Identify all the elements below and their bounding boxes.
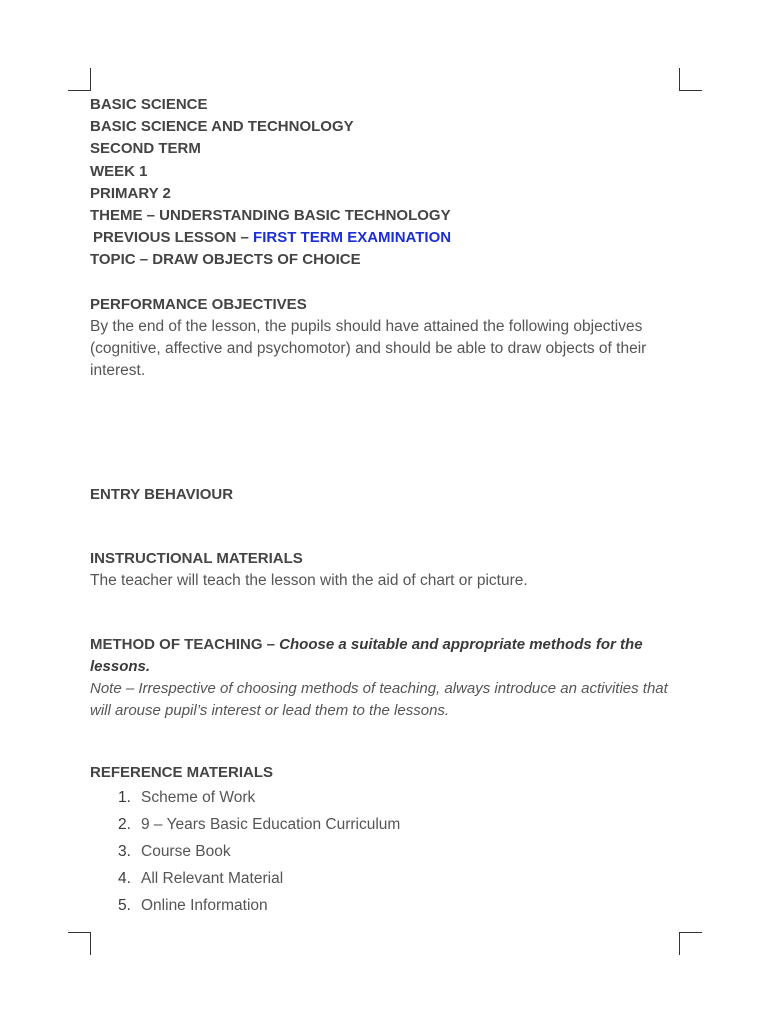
list-item-label: 9 – Years Basic Education Curriculum <box>141 815 401 833</box>
list-item-label: Online Information <box>141 896 268 914</box>
previous-lesson-link[interactable]: FIRST TERM EXAMINATION <box>253 229 452 247</box>
list-item <box>118 838 685 865</box>
previous-lesson-label: PREVIOUS LESSON – <box>93 229 254 247</box>
document-page <box>90 94 685 919</box>
list-item <box>118 865 685 892</box>
list-item-number: 3. <box>118 842 131 860</box>
list-item <box>118 811 685 838</box>
list-item <box>118 784 685 811</box>
theme-line: THEME – UNDERSTANDING BASIC TECHNOLOGY <box>90 207 451 225</box>
reference-materials-section <box>90 762 685 919</box>
crop-mark-bottom-left <box>68 932 91 955</box>
method-of-teaching-section <box>90 634 685 722</box>
subject-line: BASIC SCIENCE <box>90 96 208 113</box>
instructional-materials-section <box>90 548 685 592</box>
term-line: SECOND TERM <box>90 140 201 158</box>
method-of-teaching-heading <box>90 634 685 678</box>
list-item-label: Scheme of Work <box>141 788 256 806</box>
entry-behaviour-section <box>90 484 685 506</box>
method-of-teaching-title: METHOD OF TEACHING – <box>90 635 280 653</box>
list-item-label: Course Book <box>141 842 231 860</box>
crop-mark-bottom-right <box>679 932 702 955</box>
week-line: WEEK 1 <box>90 162 148 180</box>
list-item-number: 4. <box>118 869 131 887</box>
entry-behaviour-title: ENTRY BEHAVIOUR <box>90 485 234 503</box>
crop-mark-top-left <box>68 68 91 91</box>
class-line: PRIMARY 2 <box>90 184 171 202</box>
crop-mark-top-right <box>679 68 702 91</box>
list-item-number: 1. <box>118 788 131 806</box>
list-item-label: All Relevant Material <box>141 869 284 887</box>
reference-materials-list <box>90 784 685 919</box>
method-of-teaching-note: Note – Irrespective of choosing methods of teaching, always introduce an activities that will arouse pupil’s interest or lead them to the lessons. <box>90 679 668 719</box>
instructional-materials-title: INSTRUCTIONAL MATERIALS <box>90 549 303 567</box>
list-item-number: 2. <box>118 815 131 833</box>
performance-objectives-text: By the end of the lesson, the pupils should have attained the following objectives (cognitive, affective and psychomotor) and should be able to draw objects of their interest. <box>90 317 647 379</box>
lesson-header <box>90 94 685 272</box>
previous-lesson-line <box>90 227 685 249</box>
list-item <box>118 892 685 919</box>
reference-materials-title: REFERENCE MATERIALS <box>90 763 274 781</box>
topic-line: TOPIC – DRAW OBJECTS OF CHOICE <box>90 251 361 269</box>
course-line: BASIC SCIENCE AND TECHNOLOGY <box>90 118 354 136</box>
performance-objectives-section <box>90 294 685 382</box>
method-of-teaching-emphasis: Choose a suitable and appropriate methods for the lessons. <box>90 635 643 675</box>
list-item-number: 5. <box>118 896 131 914</box>
performance-objectives-title: PERFORMANCE OBJECTIVES <box>90 295 307 313</box>
instructional-materials-text: The teacher will teach the lesson with the aid of chart or picture. <box>90 571 528 589</box>
